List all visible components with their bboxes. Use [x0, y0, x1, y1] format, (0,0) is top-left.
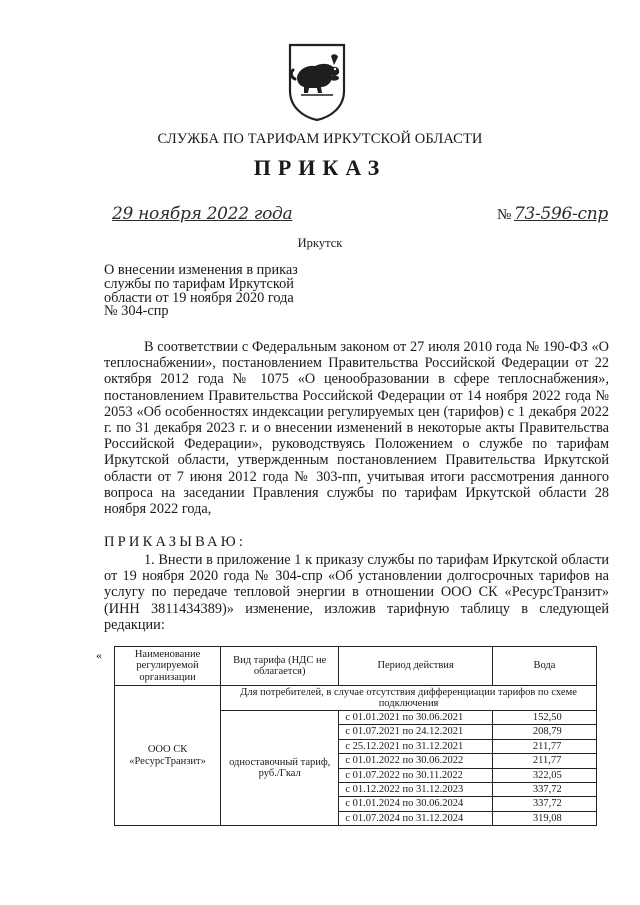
value-cell: 337,72: [492, 797, 596, 811]
irkutsk-coat-of-arms-icon: [287, 43, 347, 121]
period-cell: с 01.07.2022 по 30.11.2022: [339, 768, 493, 782]
order-subject: [104, 264, 344, 319]
table-open-quote: «: [96, 648, 102, 662]
table-header-row: [115, 647, 597, 686]
document-title: ПРИКАЗ: [253, 155, 387, 180]
subject-line: области от 19 ноября 2020 года: [104, 289, 294, 306]
handwritten-date: 29 ноября 2022 года: [112, 204, 293, 224]
period-cell: с 01.07.2021 по 24.12.2021: [339, 725, 493, 739]
period-cell: с 01.01.2024 по 30.06.2024: [339, 797, 493, 811]
table-subheader-row: [115, 686, 597, 711]
preamble-paragraph: В соответствии с Федеральным законом от 27 июля 2010 года № 190-ФЗ «О теплоснабжении», постановлением Правительства Российской Федерации от 22 октября 2012 года № 1075 «О ценообразовании в сфере теплоснабжения», постановлением Правительства Российской Федерации от 14 ноября 2022 года № 2053 «Об особенностях индексации регулируемых цен (тарифов) с 1 декабря 2022 г. по 31 декабря 2023 г. и о внесении изменений в некоторые акты Правительства Российской Федерации», руководствуясь Положением о службе по тарифам Иркутской области, утвержденным постановлением Правительства Иркутской области от 7 июня 2012 года № 303-пп, учитывая итоги рассмотрения данного вопроса на заседании Правления службы по тарифам Иркутской области 28 ноября 2022 года,: [104, 339, 609, 518]
header-org: Наименование регулируемой организации: [115, 647, 221, 686]
number-sign: №: [497, 207, 512, 223]
period-cell: с 01.12.2022 по 31.12.2023: [339, 782, 493, 796]
tariff-table: [114, 646, 597, 826]
period-cell: с 01.07.2024 по 31.12.2024: [339, 811, 493, 825]
header-period: Период действия: [339, 647, 493, 686]
period-cell: с 01.01.2022 по 30.06.2022: [339, 754, 493, 768]
subject-line: службы по тарифам Иркутской: [104, 275, 294, 292]
header-water: Вода: [492, 647, 596, 686]
value-cell: 337,72: [492, 782, 596, 796]
period-cell: с 01.01.2021 по 30.06.2021: [339, 711, 493, 725]
handwritten-order-number: 73-596-спр: [514, 204, 608, 224]
order-item-1: 1. Внести в приложение 1 к приказу службы по тарифам Иркутской области от 19 ноября 2020 года № 304-спр «Об установлении долгосрочных тарифов на услугу по передаче тепловой энергии в отношении ООО СК «РесурсТранзит» (ИНН 3811434389)» изменение, изложив тарифную таблицу в следующей редакции:: [104, 552, 609, 633]
value-cell: 152,50: [492, 711, 596, 725]
value-cell: 208,79: [492, 725, 596, 739]
tariff-type-cell: одноставочный тариф, руб./Гкал: [221, 711, 339, 826]
city-name: Иркутск: [297, 236, 343, 250]
period-cell: с 25.12.2021 по 31.12.2021: [339, 739, 493, 753]
consumer-subheader: Для потребителей, в случае отсутствия дифференциации тарифов по схеме подключения: [221, 686, 597, 711]
value-cell: 211,77: [492, 754, 596, 768]
header-tariff-type: Вид тарифа (НДС не облагается): [221, 647, 339, 686]
org-name-cell: ООО СК «РесурсТранзит»: [115, 686, 221, 826]
value-cell: 319,08: [492, 811, 596, 825]
agency-name: СЛУЖБА ПО ТАРИФАМ ИРКУТСКОЙ ОБЛАСТИ: [157, 131, 483, 147]
subject-line: № 304-спр: [104, 303, 169, 320]
value-cell: 211,77: [492, 739, 596, 753]
order-directive-heading: ПРИКАЗЫВАЮ:: [104, 534, 247, 550]
value-cell: 322,05: [492, 768, 596, 782]
subject-line: О внесении изменения в приказ: [104, 262, 298, 278]
